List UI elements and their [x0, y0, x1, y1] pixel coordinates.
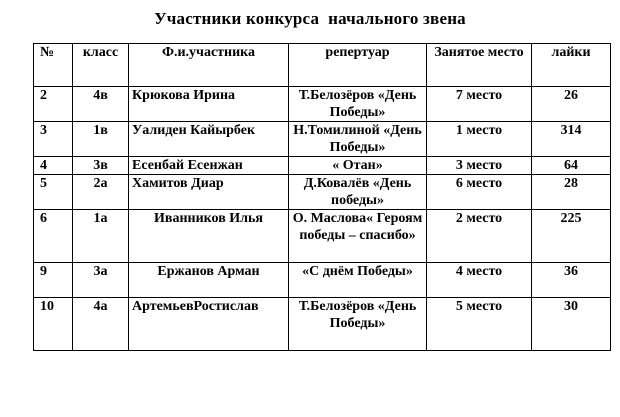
- cell-likes: 64: [532, 157, 611, 175]
- cell-repertoire: Т.Белозёров «День Победы»: [289, 298, 427, 351]
- cell-likes: 314: [532, 122, 611, 157]
- header-likes: лайки: [532, 44, 611, 87]
- cell-likes: 26: [532, 87, 611, 122]
- cell-number: 9: [34, 263, 73, 298]
- header-class: класс: [73, 44, 129, 87]
- cell-class: 4в: [73, 87, 129, 122]
- cell-place: 2 место: [427, 210, 532, 263]
- cell-class: 3в: [73, 157, 129, 175]
- table-row: [34, 122, 611, 157]
- cell-place: 7 место: [427, 87, 532, 122]
- cell-repertoire: «С днём Победы»: [289, 263, 427, 298]
- cell-participant: Крюкова Ирина: [129, 87, 289, 122]
- cell-repertoire: Д.Ковалёв «День победы»: [289, 175, 427, 210]
- cell-class: 3а: [73, 263, 129, 298]
- header-participant: Ф.и.участника: [129, 44, 289, 87]
- cell-class: 1в: [73, 122, 129, 157]
- table-row: [34, 263, 611, 298]
- cell-place: 6 место: [427, 175, 532, 210]
- cell-participant: Есенбай Есенжан: [129, 157, 289, 175]
- cell-repertoire: « Отан»: [289, 157, 427, 175]
- cell-number: 2: [34, 87, 73, 122]
- participants-table: [33, 43, 611, 351]
- cell-place: 1 место: [427, 122, 532, 157]
- header-repertoire: репертуар: [289, 44, 427, 87]
- cell-participant: Ержанов Арман: [129, 263, 289, 298]
- cell-participant: Уалиден Кайырбек: [129, 122, 289, 157]
- cell-class: 1а: [73, 210, 129, 263]
- cell-likes: 225: [532, 210, 611, 263]
- cell-likes: 36: [532, 263, 611, 298]
- table-row: [34, 298, 611, 351]
- cell-likes: 30: [532, 298, 611, 351]
- cell-repertoire: О. Маслова« Героям победы – спасибо»: [289, 210, 427, 263]
- cell-likes: 28: [532, 175, 611, 210]
- cell-repertoire: Н.Томилиной «День Победы»: [289, 122, 427, 157]
- table-row: [34, 210, 611, 263]
- cell-place: 3 место: [427, 157, 532, 175]
- table-row: [34, 87, 611, 122]
- cell-participant: АртемьевРостислав: [129, 298, 289, 351]
- header-number: №: [34, 44, 73, 87]
- cell-number: 10: [34, 298, 73, 351]
- cell-number: 5: [34, 175, 73, 210]
- cell-place: 4 место: [427, 263, 532, 298]
- cell-repertoire: Т.Белозёров «День Победы»: [289, 87, 427, 122]
- cell-number: 4: [34, 157, 73, 175]
- cell-class: 2а: [73, 175, 129, 210]
- table-row: [34, 175, 611, 210]
- table-row: [34, 157, 611, 175]
- cell-participant: Хамитов Диар: [129, 175, 289, 210]
- cell-participant: Иванников Илья: [129, 210, 289, 263]
- cell-place: 5 место: [427, 298, 532, 351]
- table-header-row: [34, 44, 611, 87]
- cell-number: 3: [34, 122, 73, 157]
- header-place: Занятое место: [427, 44, 532, 87]
- page-title: Участники конкурса начального звена: [154, 9, 466, 28]
- cell-number: 6: [34, 210, 73, 263]
- cell-class: 4а: [73, 298, 129, 351]
